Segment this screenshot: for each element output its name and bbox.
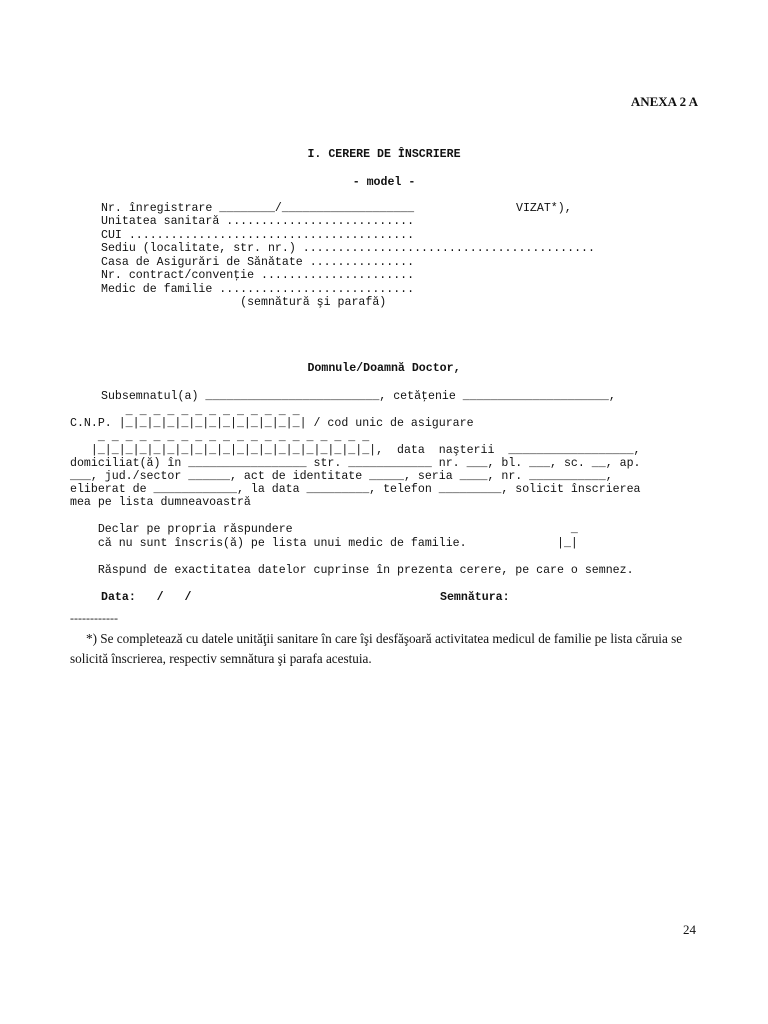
form-title: I. CERERE DE ÎNSCRIERE [307,148,461,161]
identity-line: ___, jud./sector ______, act de identitate _____, seria ____, nr. ___________, [70,470,613,483]
headquarters-field: Sediu (localitate, str. nr.) .......................................... [101,242,595,255]
signature-stamp-note: (semnătură şi parafă) [101,296,387,309]
domicile-line: domiciliat(ă) în _________________ str. ____________ nr. ___, bl. ___, sc. __, ap. [70,457,641,470]
cui-field: CUI ......................................... [101,229,415,242]
date-label: Data: / / [101,591,192,604]
insurance-code-boxes-top: _ _ _ _ _ _ _ _ _ _ _ _ _ _ _ _ _ _ _ _ [70,431,370,444]
cnp-boxes-top: _ _ _ _ _ _ _ _ _ _ _ _ _ [70,405,300,418]
accuracy-statement: Răspund de exactitatea datelor cuprinse în prezenta cerere, pe care o semnez. [70,564,634,577]
signature-label: Semnătura: [440,591,510,604]
page-number: 24 [683,922,696,937]
issued-line: eliberat de ____________, la data _________, telefon _________, solicit înscrierea [70,483,641,496]
declaration-line-2: că nu sunt înscris(ă) pe lista unui medic de familie. |_| [70,537,578,550]
health-unit-field: Unitatea sanitară ........................... [101,215,415,228]
contract-number-field: Nr. contract/convenţie ...................... [101,269,415,282]
vizat-label: VIZAT*), [516,202,572,215]
registration-number-field: Nr. înregistrare ________/___________________ [101,202,415,215]
footnote: *) Se completează cu datele unităţii sanitare în care îşi desfăşoară activitatea medicul de familie pe lista căruia se solicită înscrierea, respectiv semnătura şi parafa acestuia. [70,631,683,666]
salutation: Domnule/Doamnă Doctor, [307,362,461,375]
form-subtitle: - model - [352,176,416,189]
insurance-house-field: Casa de Asigurări de Sănătate ............... [101,256,415,269]
applicant-name-line: Subsemnatul(a) _________________________, cetăţenie _____________________, [101,390,616,403]
cnp-line: C.N.P. |_|_|_|_|_|_|_|_|_|_|_|_|_| / cod unic de asigurare [70,417,474,430]
family-doctor-field: Medic de familie ............................ [101,283,415,296]
declaration-line-1: Declar pe propria răspundere _ [70,523,578,536]
insurance-code-line: |_|_|_|_|_|_|_|_|_|_|_|_|_|_|_|_|_|_|_|_|, data naşterii __________________, [70,444,641,457]
footnote-separator: ------------ [70,611,118,625]
annex-label: ANEXA 2 A [630,94,698,109]
list-line: mea pe lista dumneavoastră [70,496,251,509]
